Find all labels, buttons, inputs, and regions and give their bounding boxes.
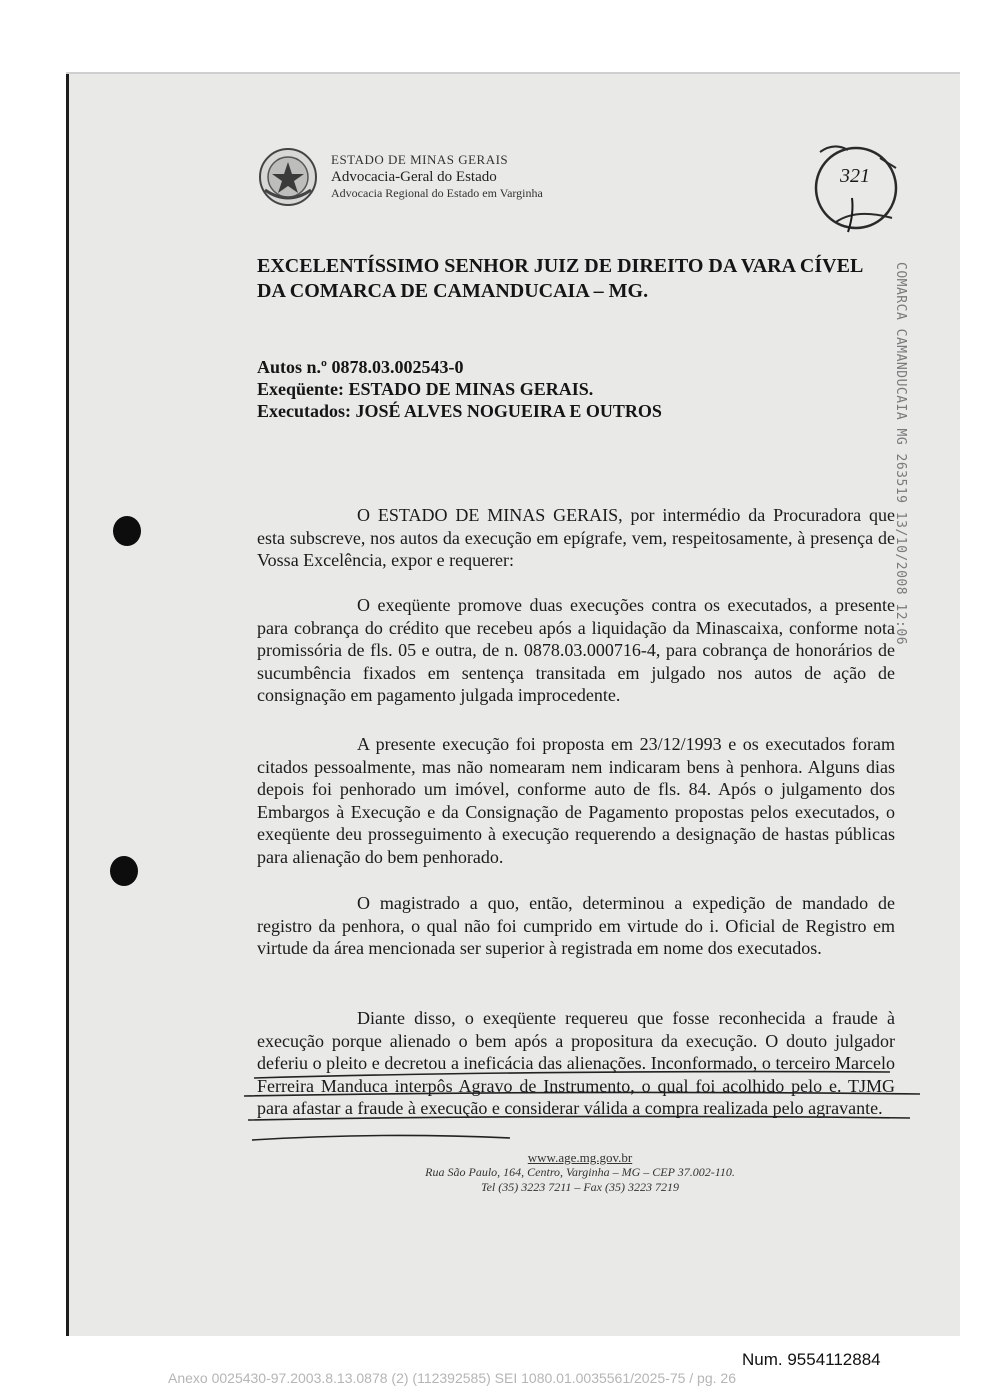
punch-hole xyxy=(113,516,141,546)
body-paragraph: O exeqüente promove duas execuções contra os executados, a presente para cobrança do crédito que recebeu após a liquidação da Minascaixa, conforme nota promissória de fls. 05 e outra, de n. 0878.03.000716-4, para cobrança de honorários de sucumbência fixados em sentença transitada em julgado nos autos de ação de consignação em pagamento julgada improcedente. xyxy=(257,595,895,705)
letter-footer xyxy=(410,1150,750,1195)
document-number: Num. 9554112884 xyxy=(742,1350,881,1369)
footer-website: www.age.mg.gov.br xyxy=(527,1150,633,1165)
body-paragraph: O ESTADO DE MINAS GERAIS, por intermédio da Procuradora que esta subscreve, nos autos da execução em epígrafe, vem, respeitosamente, à presença de Vossa Excelência, expor e requerer: xyxy=(257,505,895,570)
footer-phone: Tel (35) 3223 7211 – Fax (35) 3223 7219 xyxy=(481,1180,679,1194)
footer-address: Rua São Paulo, 164, Centro, Varginha – MG – CEP 37.002-110. xyxy=(425,1165,735,1179)
addressee-line: EXCELENTÍSSIMO SENHOR JUIZ DE DIREITO DA VARA CÍVEL xyxy=(257,255,864,277)
letterhead-regional: Advocacia Regional do Estado em Varginha xyxy=(331,186,543,200)
addressee xyxy=(257,254,897,304)
court-stamp xyxy=(800,138,912,238)
letterhead-state: ESTADO DE MINAS GERAIS xyxy=(331,152,509,167)
body-paragraph: O magistrado a quo, então, determinou a expedição de mandado de registro da penhora, o qual não foi cumprido em virtude do i. Oficial de Registro em virtude da área mencionada ser superior à registrada em nome dos executados. xyxy=(257,893,895,958)
addressee-line: DA COMARCA DE CAMANDUCAIA – MG. xyxy=(257,280,649,302)
case-defendants: Executados: JOSÉ ALVES NOGUEIRA E OUTROS xyxy=(257,401,662,421)
case-number: Autos n.º 0878.03.002543-0 xyxy=(257,357,464,377)
case-plaintiff: Exeqüente: ESTADO DE MINAS GERAIS. xyxy=(257,379,594,399)
protocol-side-stamp: COMARCA CAMANDUCAIA MG 263519 13/10/2008 12:06 xyxy=(893,262,908,646)
body-paragraph: Diante disso, o exeqüente requereu que fosse reconhecida a fraude à execução porque alienado o bem após a propositura da execução. O douto julgador deferiu o pleito e decretou a ineficácia das alienações. Inconformado, o terceiro Marcelo Ferreira Manduca interpôs Agravo de Instrumento, o qual foi acolhido pelo e. TJMG para afastar a fraude à execução e considerar válida a compra realizada pelo agravante. xyxy=(257,1008,895,1118)
punch-hole xyxy=(110,856,138,886)
stamp-page-number: 321 xyxy=(840,165,870,187)
letterhead-agency: Advocacia-Geral do Estado xyxy=(331,169,497,185)
coat-of-arms-icon xyxy=(257,146,319,208)
annex-reference: Anexo 0025430-97.2003.8.13.0878 (2) (112392585) SEI 1080.01.0035561/2025-75 / pg. 26 xyxy=(168,1370,736,1386)
case-identification xyxy=(257,356,877,422)
body-paragraph: A presente execução foi proposta em 23/12/1993 e os executados foram citados pessoalmente, mas não nomearam nem indicaram bens à penhora. Alguns dias depois foi penhorado um imóvel, conforme auto de fls. 84. Após o julgamento dos Embargos à Execução e da Consignação de Pagamento propostas pelos executados, o exeqüente deu prosseguimento à execução requerendo a designação de hastas públicas para alienação do bem penhorado. xyxy=(257,734,895,867)
